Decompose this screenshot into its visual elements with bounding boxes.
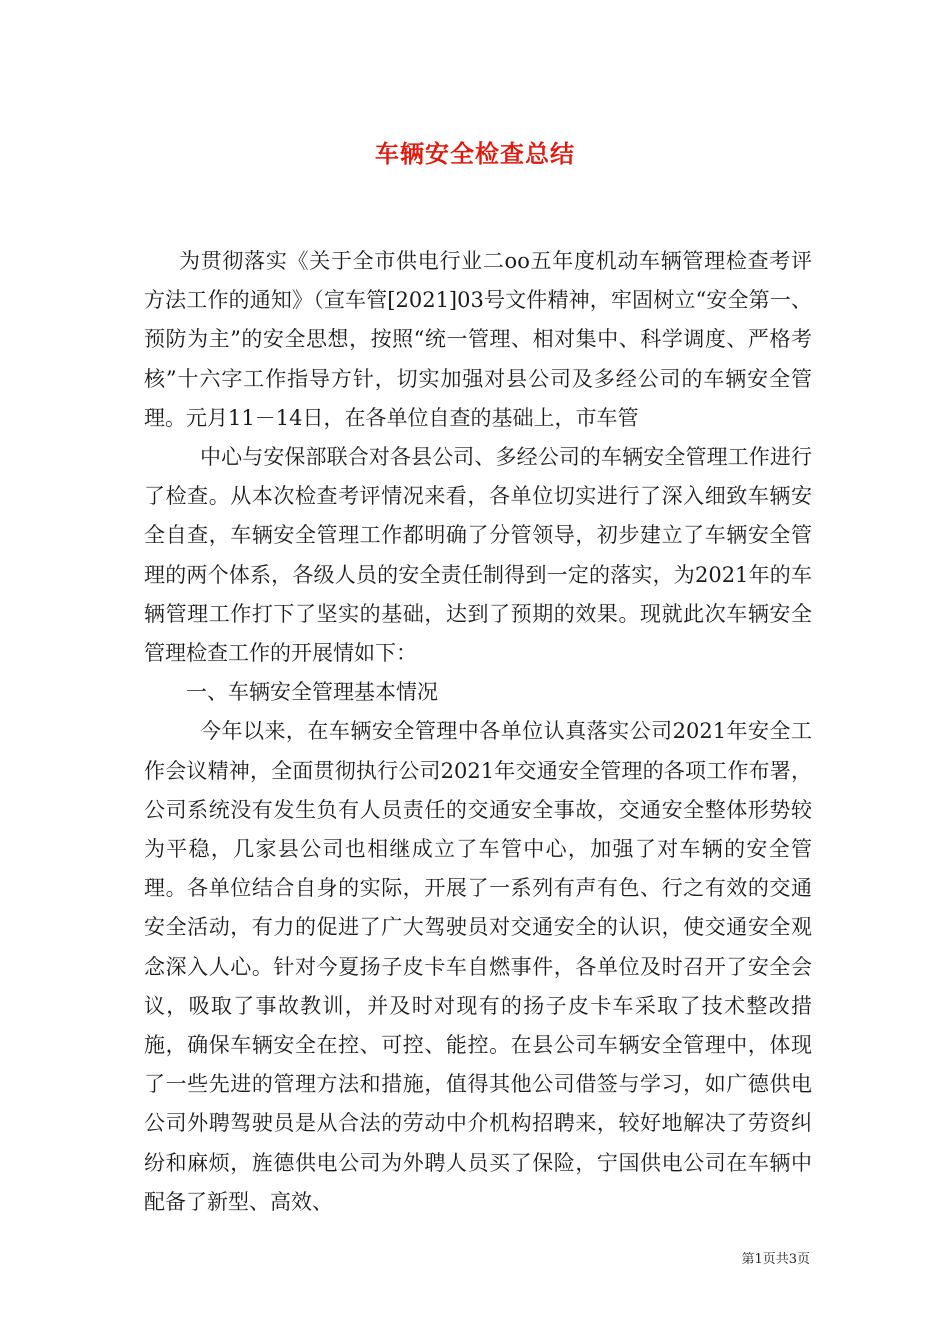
paragraph-intro: 为贯彻落实《关于全市供电行业二oo五年度机动车辆管理检查考评方法工作的通知》（宣车管[2021]03号文件精神，牢固树立“安全第一、预防为主”的安全思想，按照“统一管理、相对集中、科学调度、严格考核”十六字工作指导方针，切实加强对县公司及多经公司的车辆安全管理。元月11－14日，在各单位自查的基础上，市车管 [144, 249, 812, 430]
section-heading: 一、车辆安全管理基本情况 [186, 680, 438, 705]
document-body [144, 242, 812, 1222]
page-number: 第1页共3页 [741, 1252, 810, 1267]
paragraph-situation: 今年以来，在车辆安全管理中各单位认真落实公司2021年安全工作会议精神，全面贯彻执行公司2021年交通安全管理的各项工作布署，公司系统没有发生负有人员责任的交通安全事故，交通安全整体形势较为平稳，几家县公司也相继成立了车管中心，加强了对车辆的安全管理。各单位结合自身的实际，开展了一系列有声有色、行之有效的交通安全活动，有力的促进了广大驾驶员对交通安全的认识，使交通安全观念深入人心。针对今夏扬子皮卡车自燃事件，各单位及时召开了安全会议，吸取了事故教训，并及时对现有的扬子皮卡车采取了技术整改措施，确保车辆安全在控、可控、能控。在县公司车辆安全管理中，体现了一些先进的管理方法和措施，值得其他公司借签与学习，如广德供电公司外聘驾驶员是从合法的劳动中介机构招聘来，较好地解决了劳资纠纷和麻烦，旌德供电公司为外聘人员买了保险，宁国供电公司在车辆中配备了新型、高效、 [144, 719, 812, 1214]
paragraph-inspection: 中心与安保部联合对各县公司、多经公司的车辆安全管理工作进行了检查。从本次检查考评情况来看，各单位切实进行了深入细致车辆安全自查，车辆安全管理工作都明确了分管领导，初步建立了车辆安全管理的两个体系，各级人员的安全责任制得到一定的落实，为2021年的车辆管理工作打下了坚实的基础，达到了预期的效果。现就此次车辆安全管理检查工作的开展情如下： [144, 445, 812, 666]
document-title: 车辆安全检查总结 [375, 140, 575, 168]
